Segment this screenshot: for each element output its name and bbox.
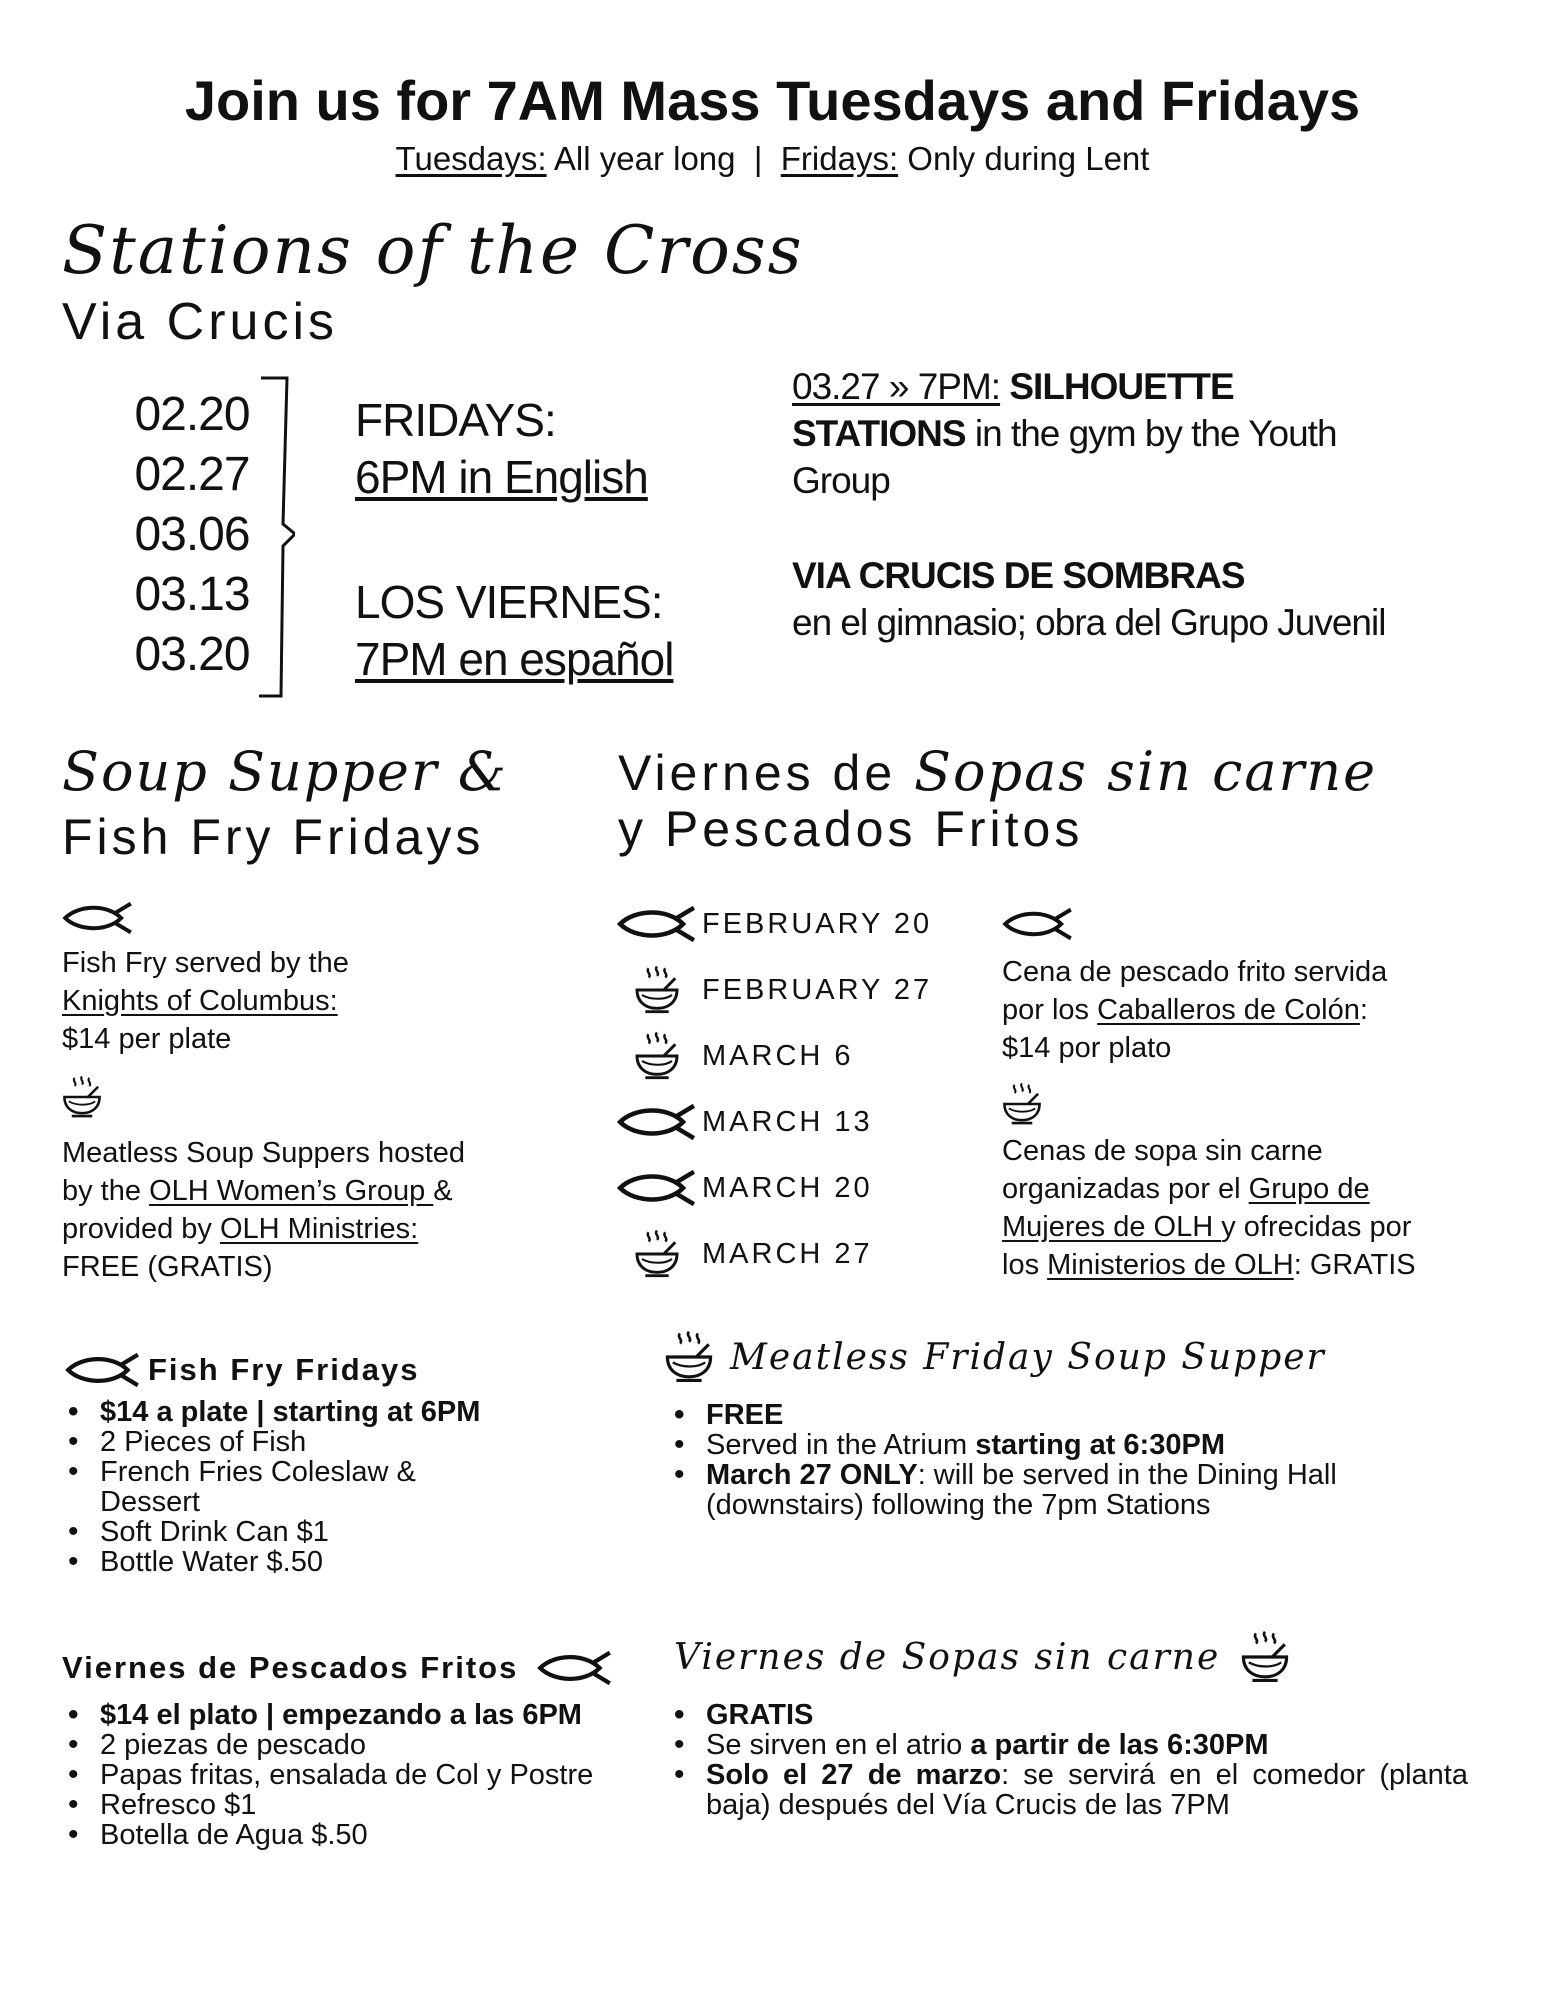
mass-schedule-subtitle xyxy=(0,140,1545,178)
station-date: 03.20 xyxy=(134,628,250,681)
meatless-soup-supper-heading: Meatless Friday Soup Supper xyxy=(662,1330,1326,1384)
list-item: • Papas fritas, ensalada de Col y Postre xyxy=(62,1760,620,1790)
grupo-de-mujeres-link: Grupo de xyxy=(1248,1173,1370,1205)
fish-icon xyxy=(62,902,134,934)
list-item: • $14 el plato | empezando a las 6PM xyxy=(62,1700,662,1730)
station-date: 03.13 xyxy=(134,568,250,621)
list-item: • FREE xyxy=(668,1400,1428,1430)
schedule-row: MARCH 27 xyxy=(612,1229,873,1279)
spanish-soup-supper-info: Cenas de sopa sin carne organizadas por el Grupo de Mujeres de OLH y ofrecidas por los Ministerios de OLH: GRATIS xyxy=(1002,1135,1416,1281)
sopas-sin-carne-heading: Viernes de Sopas sin carne xyxy=(674,1630,1292,1684)
stations-dates xyxy=(122,385,262,685)
fish-fry-fridays-heading: Fish Fry Fridays xyxy=(62,1352,419,1388)
sopas-sin-carne-list xyxy=(668,1700,1468,1820)
list-item: • Refresco $1 xyxy=(62,1790,662,1820)
tuesdays-text: All year long | xyxy=(546,140,781,177)
fridays-label: Fridays: xyxy=(780,140,899,177)
page-title: Join us for 7AM Mass Tuesdays and Fridays xyxy=(184,69,1361,132)
silhouette-date: 03.27 » 7PM: xyxy=(792,366,1001,407)
viernes-label: LOS VIERNES: xyxy=(355,576,663,628)
silhouette-stations-note: 03.27 » 7PM: SILHOUETTE STATIONS in the gym by the Youth Group xyxy=(792,366,1337,501)
ministerios-de-olh-link: Ministerios de OLH xyxy=(1047,1249,1294,1281)
list-item: • $14 a plate | starting at 6PM xyxy=(62,1397,602,1427)
soup-supper-title: Soup Supper & xyxy=(62,740,508,803)
fish-icon xyxy=(1002,908,1074,940)
dates-bracket xyxy=(255,374,295,704)
schedule-row: FEBRUARY 27 xyxy=(612,965,932,1015)
olh-ministries-link: OLH Ministries: xyxy=(220,1213,419,1245)
via-crucis-title: Via Crucis xyxy=(62,293,339,351)
fish-icon xyxy=(614,906,700,942)
spanish-section-title: Viernes de Sopas sin carne xyxy=(618,740,1378,803)
olh-womens-group-link: OLH Women’s Group xyxy=(149,1175,434,1207)
list-item: • March 27 ONLY: will be served in the Dining Hall (downstairs) following the 7pm Stations xyxy=(668,1460,1428,1520)
meatless-soup-supper-list xyxy=(668,1400,1428,1520)
fish-icon xyxy=(614,1170,700,1206)
tuesdays-label: Tuesdays: xyxy=(395,140,547,177)
list-item: • French Fries Coleslaw & Dessert xyxy=(62,1457,520,1517)
spanish-fish-fry-info: Cena de pescado frito servida por los Caballeros de Colón: $14 por plato xyxy=(1002,956,1388,1064)
knights-of-columbus-link: Knights of Columbus: xyxy=(62,985,338,1017)
fish-icon xyxy=(62,1353,144,1387)
station-date: 02.20 xyxy=(134,388,250,441)
fish-icon xyxy=(534,1651,616,1685)
soup-bowl-icon xyxy=(1000,1082,1044,1126)
stations-title: Stations of the Cross xyxy=(62,212,804,289)
list-item: • 2 piezas de pescado xyxy=(62,1730,662,1760)
soup-bowl-icon xyxy=(662,1330,716,1384)
pescados-fritos-list xyxy=(62,1700,662,1850)
list-item: • Bottle Water $.50 xyxy=(62,1547,602,1577)
list-item: • 2 Pieces of Fish xyxy=(62,1427,602,1457)
list-item: • Se sirven en el atrio a partir de las 6:30PM xyxy=(668,1730,1468,1760)
schedule-row: FEBRUARY 20 xyxy=(612,899,932,949)
list-item: • GRATIS xyxy=(668,1700,1468,1730)
fish-icon xyxy=(614,1104,700,1140)
schedule-row: MARCH 13 xyxy=(612,1097,873,1147)
station-date: 02.27 xyxy=(134,448,250,501)
list-item: • Served in the Atrium starting at 6:30PM xyxy=(668,1430,1428,1460)
schedule-row: MARCH 6 xyxy=(612,1031,854,1081)
via-crucis-sombras-note: VIA CRUCIS DE SOMBRAS en el gimnasio; obra del Grupo Juvenil xyxy=(792,555,1386,643)
fish-fry-fridays-title: Fish Fry Fridays xyxy=(62,809,485,865)
fridays-english-time: 6PM in English xyxy=(355,451,648,503)
list-item: • Soft Drink Can $1 xyxy=(62,1517,602,1547)
soup-bowl-icon xyxy=(632,1229,682,1279)
english-fish-fry-info: Fish Fry served by the Knights of Columbus: $14 per plate xyxy=(62,944,582,1058)
soup-bowl-icon xyxy=(632,965,682,1015)
list-item: • Solo el 27 de marzo: se servirá en el comedor (planta baja) después del Vía Crucis de las 7PM xyxy=(668,1760,1468,1820)
soup-bowl-icon xyxy=(632,1031,682,1081)
viernes-spanish-time: 7PM en español xyxy=(355,633,674,685)
fridays-text: Only during Lent xyxy=(898,140,1150,177)
spanish-section-subtitle: y Pescados Fritos xyxy=(618,801,1084,857)
soup-bowl-icon xyxy=(1238,1630,1292,1684)
fish-fry-fridays-list xyxy=(62,1397,602,1577)
station-date: 03.06 xyxy=(134,508,250,561)
schedule-row: MARCH 20 xyxy=(612,1163,873,1213)
fridays-label: FRIDAYS: xyxy=(355,394,556,446)
list-item: • Botella de Agua $.50 xyxy=(62,1820,662,1850)
english-soup-supper-info: Meatless Soup Suppers hosted by the OLH Women’s Group & provided by OLH Ministries: FREE (GRATIS) xyxy=(62,1137,466,1283)
caballeros-de-colon-link: Caballeros de Colón xyxy=(1097,994,1360,1026)
pescados-fritos-heading: Viernes de Pescados Fritos xyxy=(62,1650,616,1686)
soup-bowl-icon xyxy=(60,1075,104,1119)
